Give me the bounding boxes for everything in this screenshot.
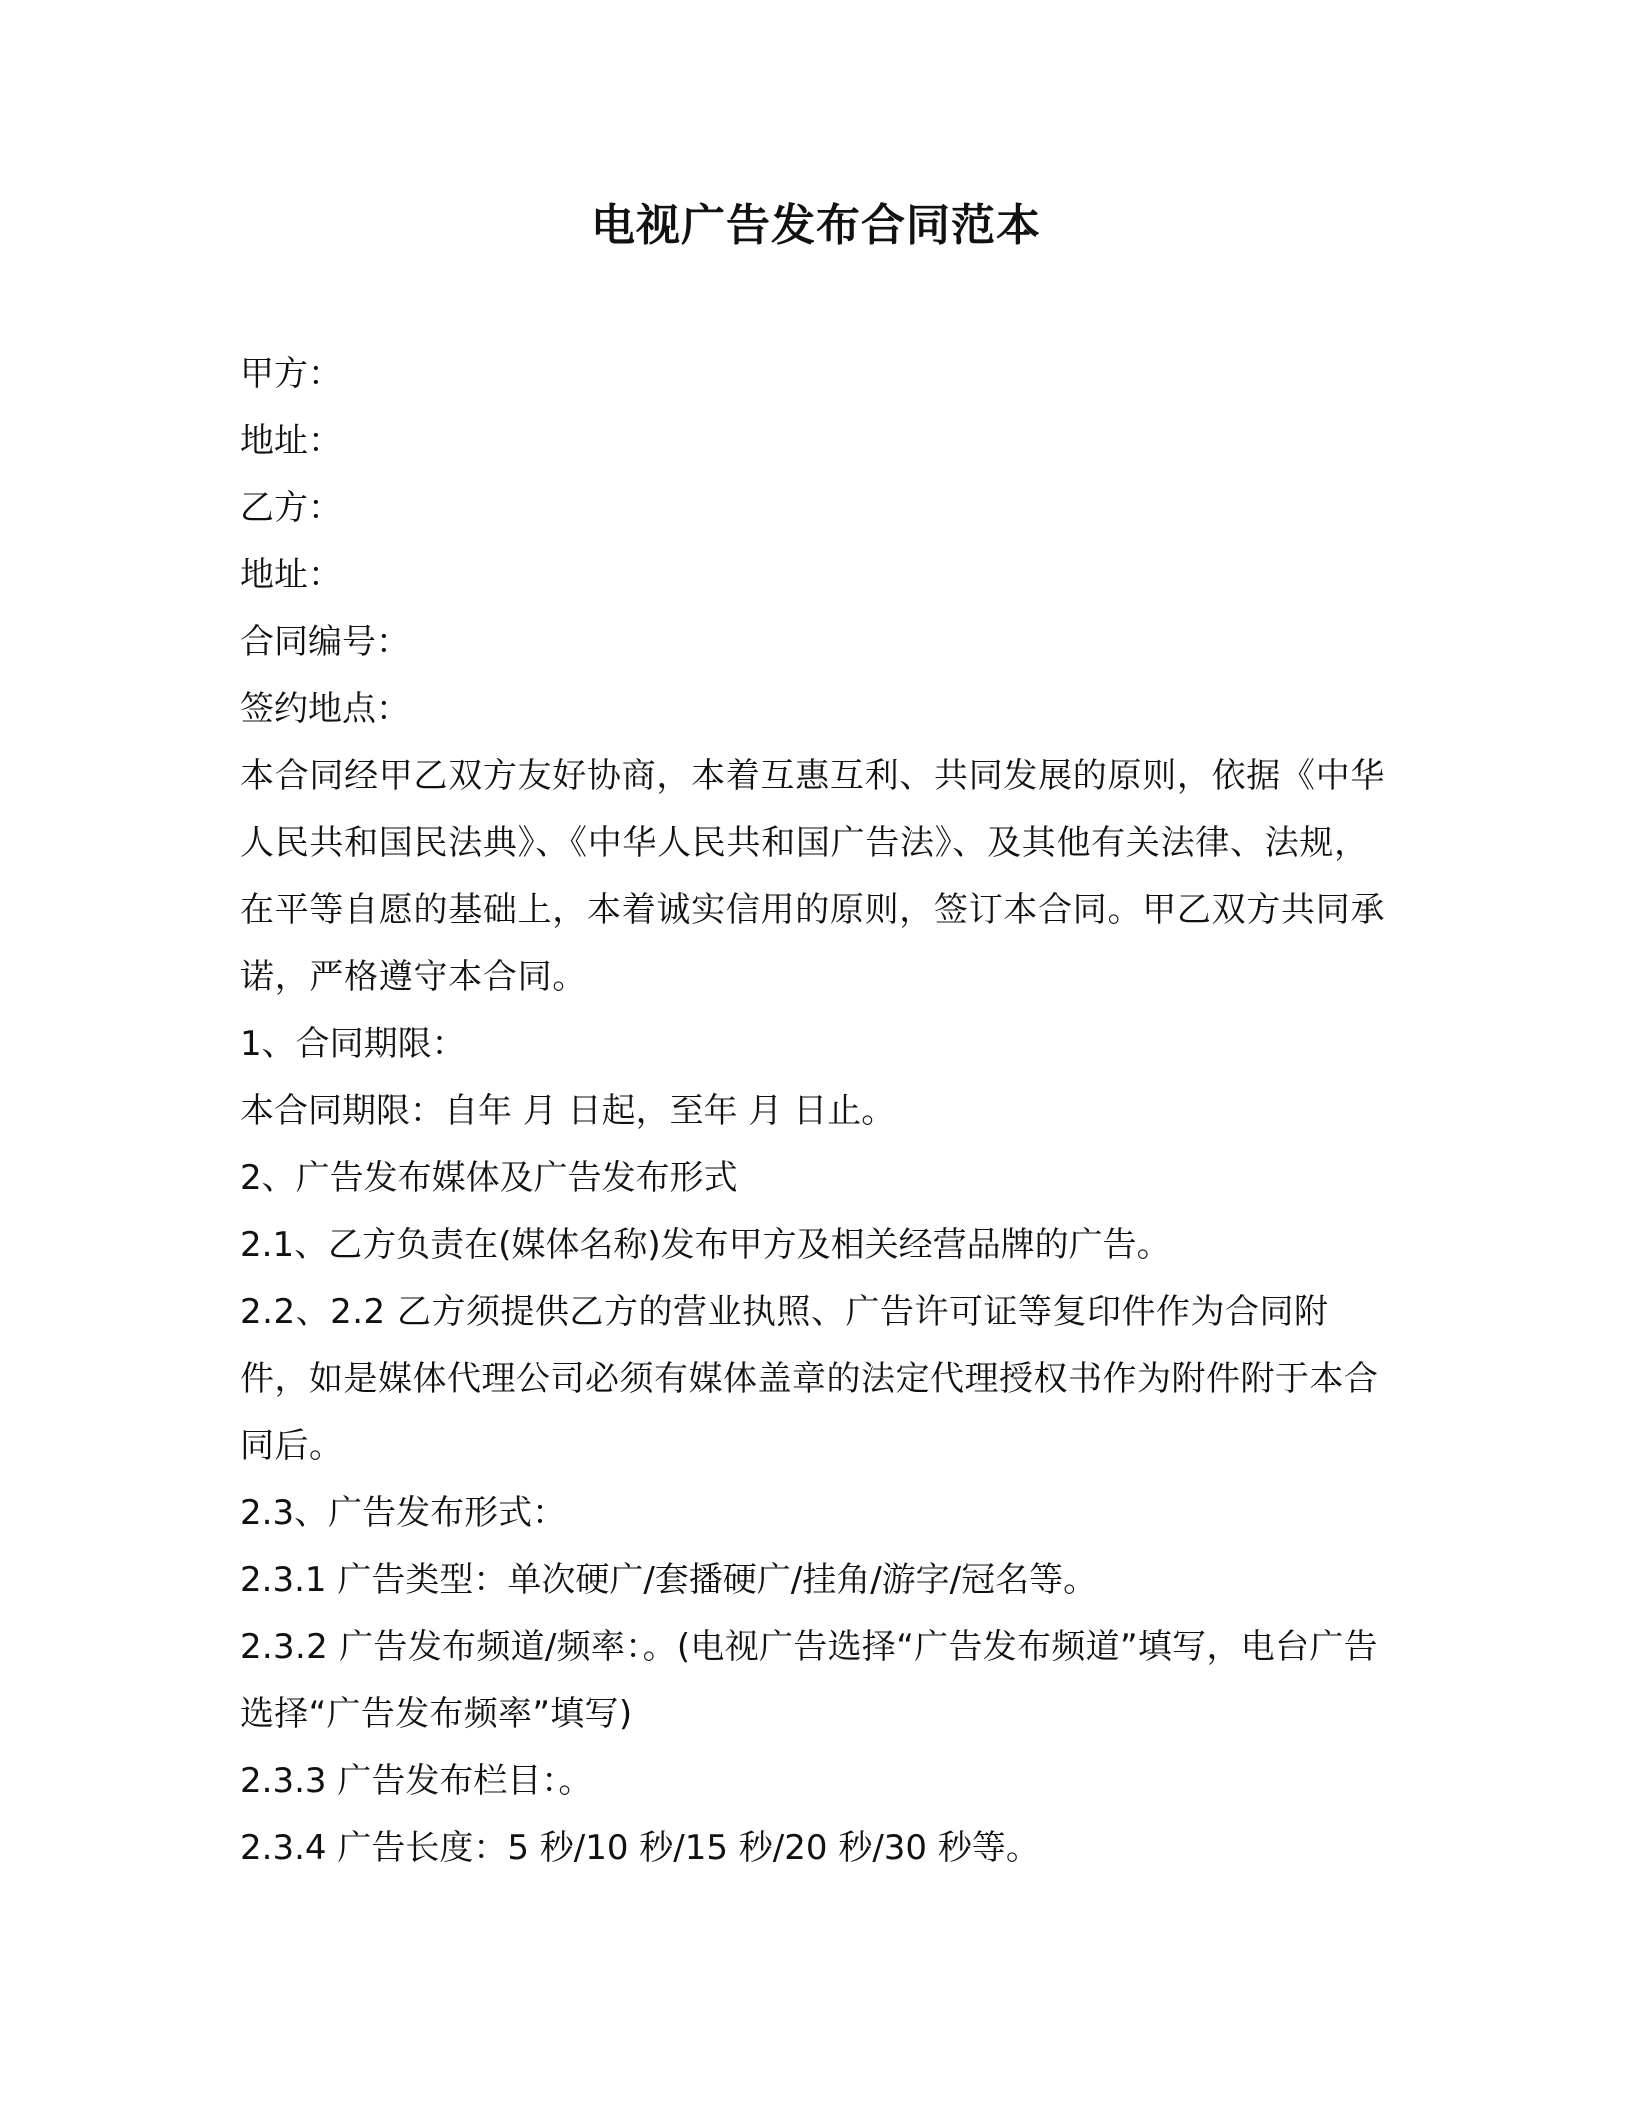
contract-number-label: 合同编号：: [240, 622, 410, 662]
clause-2-3-3: 2.3.3 广告发布栏目：。: [240, 1761, 593, 1801]
clause-2-1: 2.1、乙方负责在(媒体名称)发布甲方及相关经营品牌的广告。: [240, 1225, 1171, 1265]
document-title: 电视广告发布合同范本: [591, 200, 1041, 251]
party-a-label: 甲方：: [240, 354, 342, 394]
party-b-address-label: 地址：: [240, 555, 342, 595]
party-b-label: 乙方：: [240, 488, 342, 528]
clause-2-2: 2.2、2.2 乙方须提供乙方的营业执照、广告许可证等复印件作为合同附件，如是媒体代理公司必须有媒体盖章的法定代理授权书作为附件附于本合同后。: [240, 1292, 1379, 1466]
clause-2-3: 2.3、广告发布形式：: [240, 1493, 567, 1533]
section-1-heading: 1、合同期限：: [240, 1024, 466, 1064]
section-1-text: 本合同期限：自年 月 日起，至年 月 日止。: [240, 1091, 896, 1131]
clause-2-3-2: 2.3.2 广告发布频道/频率：。(电视广告选择“广告发布频道”填写，电台广告选择“广告发布频率”填写): [240, 1627, 1378, 1734]
signing-place-label: 签约地点：: [240, 689, 410, 729]
clause-2-3-4: 2.3.4 广告长度：5 秒/10 秒/15 秒/20 秒/30 秒等。: [240, 1828, 1040, 1868]
section-2-heading: 2、广告发布媒体及广告发布形式: [240, 1158, 738, 1198]
party-a-address-label: 地址：: [240, 421, 342, 461]
clause-2-3-1: 2.3.1 广告类型：单次硬广/套播硬广/挂角/游字/冠名等。: [240, 1560, 1098, 1600]
document-body: [240, 341, 1392, 1882]
intro-paragraph: 本合同经甲乙双方友好协商，本着互惠互利、共同发展的原则，依据《中华人民共和国民法典》、《中华人民共和国广告法》、及其他有关法律、法规，在平等自愿的基础上，本着诚实信用的原则，签订本合同。甲乙双方共同承诺，严格遵守本合同。: [240, 756, 1386, 997]
